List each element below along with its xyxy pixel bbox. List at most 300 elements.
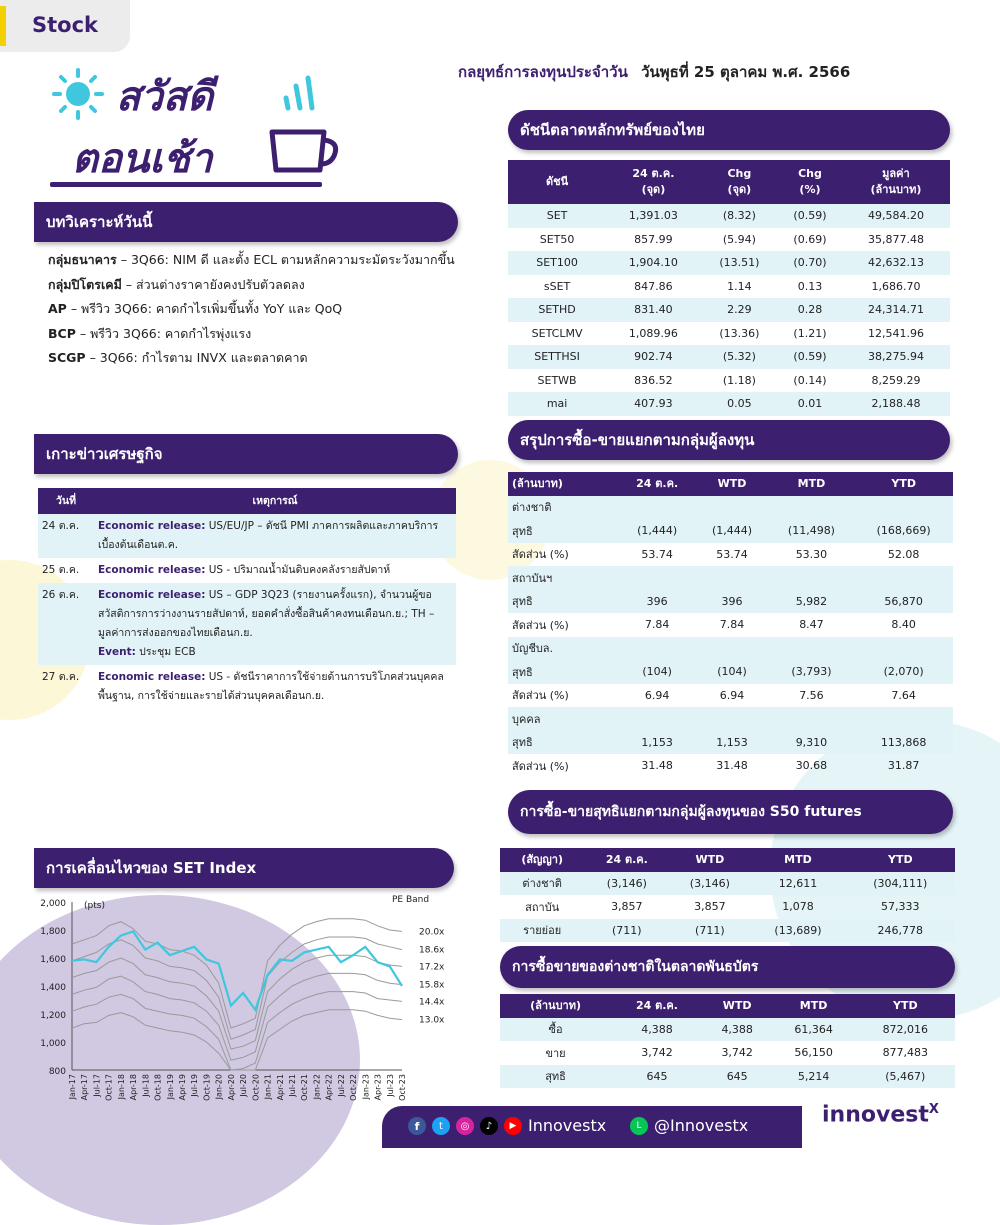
chart-pe-band-line <box>72 992 402 1070</box>
futures-header-row <box>500 848 955 872</box>
analysis-item-head: กลุ่มปิโตรเคมี <box>48 276 122 292</box>
futures-cell: (304,111) <box>846 872 955 896</box>
indices-cell: 0.13 <box>797 279 823 293</box>
investors-row <box>508 754 953 778</box>
investors-group-name: ต่างชาติ <box>508 496 619 520</box>
investors-cell: 396 <box>619 590 696 614</box>
indices-header <box>508 160 606 204</box>
investors-header: YTD <box>854 472 953 496</box>
indices-cell: 836.52 <box>634 373 673 387</box>
indices-cell: SETHD <box>508 298 606 322</box>
indices-title: ดัชนีตลาดหลักทรัพย์ของไทย <box>508 110 950 150</box>
bonds-cell: 5,214 <box>772 1065 856 1089</box>
indices-header <box>778 160 842 204</box>
bonds-cell: 645 <box>611 1065 703 1089</box>
chart-x-tick-label: Jan-23 <box>361 1074 371 1100</box>
indices-cell: 0.01 <box>778 392 842 416</box>
investors-cell: (104) <box>619 660 696 684</box>
investors-cell: 5,982 <box>769 590 855 614</box>
investors-cell: สัดส่วน (%) <box>512 759 569 773</box>
chart-x-tick-label: Oct-20 <box>251 1074 261 1101</box>
investors-title: สรุปการซื้อ-ขายแยกตามกลุ่มผู้ลงทุน <box>508 420 950 460</box>
event-row <box>38 558 456 583</box>
investors-cell: สุทธิ <box>508 731 619 755</box>
chart-x-tick-label: Oct-18 <box>153 1074 163 1101</box>
events-col-event: เหตุการณ์ <box>94 488 456 514</box>
investors-cell: 396 <box>695 590 768 614</box>
indices-cell: 38,275.94 <box>842 345 950 369</box>
chart-x-tick-label: Apr-21 <box>275 1074 285 1101</box>
stock-tag <box>0 0 130 52</box>
bonds-cell: 4,388 <box>611 1018 703 1042</box>
event-day: 25 ต.ค. <box>42 564 80 576</box>
indices-cell: 1,686.70 <box>871 279 921 293</box>
bonds-cell: 56,150 <box>794 1046 833 1060</box>
indices-cell: 1.14 <box>727 279 752 293</box>
chart-pe-band-line <box>72 955 402 1049</box>
investors-cell: 9,310 <box>769 731 855 755</box>
analysis-item-text: – ส่วนต่างราคายังคงปรับตัวลดลง <box>121 276 305 292</box>
indices-cell: (1.21) <box>793 326 827 340</box>
investors-cell: สัดส่วน (%) <box>512 618 569 632</box>
chart-y-tick-label: 1,400 <box>40 983 66 993</box>
indices-table <box>508 160 950 416</box>
chart-x-tick-label: Jan-19 <box>165 1074 175 1100</box>
event-row <box>38 665 456 709</box>
events-title: เกาะข่าวเศรษฐกิจ <box>34 434 458 474</box>
futures-cell: 12,611 <box>750 872 845 896</box>
futures-cell: (711) <box>584 919 669 943</box>
indices-cell: 0.28 <box>778 298 842 322</box>
investors-cell: 31.48 <box>716 759 748 773</box>
investors-cell: (1,444) <box>619 519 696 543</box>
investors-header: WTD <box>695 472 768 496</box>
futures-cell: ต่างชาติ <box>500 872 584 896</box>
event-day: 26 ต.ค. <box>38 583 94 665</box>
indices-header <box>701 160 778 204</box>
investors-cell: 113,868 <box>854 731 953 755</box>
coffee-cup-icon <box>272 132 336 170</box>
investors-header-row <box>508 472 953 496</box>
event-desc: US – GDP 3Q23 (รายงานครั้งแรก), จำนวนผู้ขอสวัสดิการการว่างงานรายสัปดาห์, ยอดคำสั่งซื้อสินค้าคงทนเดือนก.ย.; TH – มูลค่าการส่งออกของไทยเดือนก.ย. <box>98 589 435 639</box>
futures-header: YTD <box>846 848 955 872</box>
chart-y-tick-label: 1,000 <box>40 1039 66 1049</box>
investors-cell: (3,793) <box>769 660 855 684</box>
investors-cell: 6.94 <box>719 688 745 702</box>
indices-row <box>508 275 950 299</box>
analysis-item-text: – 3Q66: NIM ดี และตั้ง ECL ตามหลักความระมัดระวังมากขึ้น <box>116 252 455 267</box>
futures-cell: 246,778 <box>846 919 955 943</box>
chart-x-tick-label: Apr-20 <box>226 1074 236 1101</box>
twitter-icon[interactable]: t <box>432 1117 450 1135</box>
bonds-cell: 4,388 <box>703 1018 772 1042</box>
bonds-header: 24 ต.ค. <box>611 994 703 1018</box>
investors-group-row <box>508 707 953 731</box>
indices-cell: 2.29 <box>701 298 778 322</box>
chart-x-tick-label: Apr-17 <box>80 1074 90 1101</box>
investors-cell: 53.74 <box>716 547 748 561</box>
events-col-day: วันที่ <box>38 488 94 514</box>
investors-group-name: บัญชีบล. <box>508 637 619 661</box>
investors-cell: (168,669) <box>854 519 953 543</box>
indices-cell: 42,632.13 <box>842 251 950 275</box>
investors-cell: 7.84 <box>644 618 670 632</box>
indices-header <box>606 160 701 204</box>
event-desc: US - ปริมาณน้ำมันดิบคงคลังรายสัปดาห์ <box>205 564 391 576</box>
investors-group-name: บุคคล <box>508 707 619 731</box>
event-extra-label: Event: <box>98 646 136 658</box>
indices-cell: SET50 <box>539 232 575 246</box>
investors-row <box>508 660 953 684</box>
investors-cell: 6.94 <box>644 688 670 702</box>
indices-cell: (0.69) <box>793 232 827 246</box>
investors-group-row <box>508 566 953 590</box>
chart-x-tick-label: Apr-18 <box>129 1074 139 1101</box>
indices-cell: (8.32) <box>701 204 778 228</box>
stock-tag-label: Stock <box>32 13 99 37</box>
investors-row <box>508 519 953 543</box>
bonds-cell: 872,016 <box>856 1018 955 1042</box>
indices-cell: SET <box>508 204 606 228</box>
instagram-icon[interactable]: ◎ <box>456 1117 474 1135</box>
indices-cell: (13.51) <box>701 251 778 275</box>
greeting-logo <box>50 64 340 192</box>
indices-cell: 902.74 <box>606 345 701 369</box>
chart-y-tick-label: 1,600 <box>40 955 66 965</box>
analysis-item <box>48 322 455 347</box>
chart-x-tick-label: Oct-23 <box>398 1074 407 1101</box>
investors-group-blank <box>854 707 953 731</box>
investors-cell: 31.87 <box>887 759 920 773</box>
chart-x-tick-label: Jul-19 <box>190 1074 200 1097</box>
analysis-list <box>48 248 455 371</box>
indices-cell: 2,188.48 <box>842 392 950 416</box>
investors-header: (ล้านบาท) <box>508 472 619 496</box>
indices-cell: SETCLMV <box>531 326 583 340</box>
investors-cell: 56,870 <box>854 590 953 614</box>
investors-cell: 53.30 <box>795 547 828 561</box>
investors-cell: (11,498) <box>769 519 855 543</box>
futures-cell: รายย่อย <box>500 919 584 943</box>
set-index-chart <box>0 890 460 1120</box>
analysis-item-head: AP <box>48 301 67 316</box>
investors-group-blank <box>769 566 855 590</box>
event-text <box>94 514 456 558</box>
event-day: 27 ต.ค. <box>42 671 80 683</box>
social-bar <box>382 1106 802 1148</box>
indices-cell: 407.93 <box>606 392 701 416</box>
bonds-header: MTD <box>772 994 856 1018</box>
chart-x-tick-label: Jan-22 <box>312 1074 322 1100</box>
chart-section-title: การเคลื่อนไหวของ SET Index <box>34 848 454 888</box>
event-row <box>38 514 456 558</box>
investors-group-blank <box>619 637 696 661</box>
chart-x-tick-label: Jul-18 <box>141 1074 151 1097</box>
investors-group-blank <box>619 566 696 590</box>
chart-x-tick-label: Oct-21 <box>300 1074 310 1101</box>
brand-sup: X <box>928 1102 939 1117</box>
analysis-title: บทวิเคราะห์วันนี้ <box>34 202 458 242</box>
bonds-title: การซื้อขายของต่างชาติในตลาดพันธบัตร <box>500 946 955 988</box>
futures-cell: (711) <box>669 919 750 943</box>
event-desc: US - ดัชนีราคาการใช้จ่ายด้านการบริโภคส่วนบุคคลพื้นฐาน, การใช้จ่ายและรายได้ส่วนบุคคลเดือนก.ย. <box>98 671 444 702</box>
chart-x-tick-label: Jul-22 <box>336 1074 346 1097</box>
indices-row <box>508 298 950 322</box>
investors-cell: (2,070) <box>854 660 953 684</box>
futures-row <box>500 895 955 919</box>
chart-series-line <box>72 931 402 1009</box>
indices-cell: (0.70) <box>778 251 842 275</box>
investors-header: 24 ต.ค. <box>619 472 696 496</box>
investors-cell: สัดส่วน (%) <box>512 689 569 703</box>
futures-cell: 3,857 <box>694 900 726 914</box>
indices-header <box>842 160 950 204</box>
bonds-cell: 645 <box>703 1065 772 1089</box>
futures-row <box>500 872 955 896</box>
event-text <box>94 583 456 665</box>
investors-header: MTD <box>769 472 855 496</box>
indices-header-line: Chg <box>727 167 752 180</box>
indices-cell: 1,391.03 <box>606 204 701 228</box>
investors-cell: 7.84 <box>719 618 745 632</box>
futures-cell: 57,333 <box>881 900 920 914</box>
indices-cell: (0.14) <box>793 373 827 387</box>
event-label: Economic release: <box>98 520 206 532</box>
social-handle-main[interactable]: Innovestx <box>528 1116 607 1135</box>
investors-cell: สัดส่วน (%) <box>512 548 569 562</box>
bonds-cell: สุทธิ <box>500 1065 611 1089</box>
indices-cell: (0.59) <box>778 345 842 369</box>
bonds-header-row <box>500 994 955 1018</box>
bonds-cell: ซื้อ <box>500 1018 611 1042</box>
futures-cell: (3,146) <box>669 872 750 896</box>
investors-group-row <box>508 637 953 661</box>
indices-cell: 24,314.71 <box>842 298 950 322</box>
investors-group-blank <box>695 707 768 731</box>
analysis-item <box>48 273 455 298</box>
event-label: Economic release: <box>98 671 206 683</box>
investors-cell: (1,444) <box>695 519 768 543</box>
analysis-item <box>48 248 455 273</box>
bonds-cell: (5,467) <box>856 1065 955 1089</box>
investors-group-blank <box>769 496 855 520</box>
brand-name: innovest <box>822 1102 929 1128</box>
indices-header-line: (ล้านบาท) <box>870 183 922 196</box>
analysis-item <box>48 346 455 371</box>
investors-cell: 7.56 <box>799 688 824 702</box>
investors-cell: 7.64 <box>891 688 916 702</box>
indices-cell: 1,904.10 <box>606 251 701 275</box>
chart-x-tick-label: Apr-19 <box>178 1074 187 1101</box>
chart-x-tick-label: Apr-23 <box>373 1074 383 1101</box>
stock-tag-accent <box>0 6 6 46</box>
indices-cell: 8,259.29 <box>871 373 921 387</box>
bonds-cell: 877,483 <box>882 1046 929 1060</box>
indices-cell: (5.32) <box>701 345 778 369</box>
indices-header-line: Chg <box>798 167 822 180</box>
indices-cell: 49,584.20 <box>842 204 950 228</box>
innovestx-logo <box>822 1102 939 1127</box>
investors-cell: 8.40 <box>891 618 916 632</box>
indices-cell: SETTHSI <box>508 345 606 369</box>
steam-icon <box>286 78 312 108</box>
analysis-item-text: – พรีวิว 3Q66: คาดกำไรเพิ่มขึ้นทั้ง YoY และ QoQ <box>66 301 343 316</box>
indices-cell: (0.59) <box>778 204 842 228</box>
indices-cell: 35,877.48 <box>867 232 924 246</box>
investors-row <box>508 613 953 637</box>
chart-pe-band-label: 20.0x <box>419 927 445 938</box>
futures-header: (สัญญา) <box>500 848 584 872</box>
bonds-header: (ล้านบาท) <box>500 994 611 1018</box>
investors-group-name: สถาบันฯ <box>508 566 619 590</box>
chart-y-tick-label: 2,000 <box>40 899 66 909</box>
analysis-item-head: SCGP <box>48 350 86 365</box>
futures-row <box>500 919 955 943</box>
indices-header-line: (จุด) <box>641 183 666 196</box>
investors-cell: สุทธิ <box>508 519 619 543</box>
analysis-item-text: – พรีวิว 3Q66: คาดกำไรพุ่งแรง <box>75 325 252 341</box>
investors-cell: สุทธิ <box>508 660 619 684</box>
indices-cell: 1,089.96 <box>628 326 678 340</box>
chart-x-tick-label: Oct-19 <box>202 1074 212 1101</box>
investors-row <box>508 684 953 708</box>
investors-group-blank <box>854 566 953 590</box>
bonds-row <box>500 1041 955 1065</box>
analysis-item-text: – 3Q66: กำไรตาม INVX และตลาดคาด <box>85 350 308 365</box>
investors-row <box>508 590 953 614</box>
investors-group-blank <box>854 496 953 520</box>
chart-pe-band-label: 13.0x <box>419 1015 445 1026</box>
indices-row <box>508 204 950 228</box>
investors-group-blank <box>769 637 855 661</box>
set-index-chart-svg <box>0 890 460 1120</box>
indices-cell: 857.99 <box>634 232 673 246</box>
chart-x-tick-label: Jul-20 <box>239 1074 249 1097</box>
chart-x-tick-label: Jan-20 <box>214 1074 224 1100</box>
indices-cell: (13.36) <box>719 326 760 340</box>
bonds-cell: ขาย <box>545 1046 566 1060</box>
bonds-cell: 3,742 <box>641 1046 673 1060</box>
indices-row <box>508 228 950 252</box>
chart-pe-band-label: 14.4x <box>419 997 445 1008</box>
greeting-line1: สวัสดี <box>116 74 214 120</box>
bonds-cell: 61,364 <box>772 1018 856 1042</box>
investors-group-blank <box>695 637 768 661</box>
indices-row <box>508 322 950 346</box>
youtube-icon[interactable]: ▶ <box>504 1117 522 1135</box>
futures-cell: สถาบัน <box>525 900 560 914</box>
chart-y-tick-label: 1,800 <box>40 927 66 937</box>
social-handle-line[interactable]: @Innovestx <box>654 1116 749 1135</box>
futures-header: 24 ต.ค. <box>584 848 669 872</box>
indices-row <box>508 392 950 416</box>
analysis-item <box>48 297 455 322</box>
indices-cell: sSET <box>543 279 571 293</box>
indices-header-line: 24 ต.ค. <box>632 167 675 180</box>
chart-x-tick-label: Jan-18 <box>116 1074 126 1100</box>
bonds-header: YTD <box>856 994 955 1018</box>
chart-x-tick-label: Oct-22 <box>349 1074 359 1101</box>
futures-cell: (3,146) <box>584 872 669 896</box>
event-text <box>94 558 456 583</box>
futures-header: MTD <box>750 848 845 872</box>
investors-cell: 31.48 <box>641 759 673 773</box>
investors-group-blank <box>619 496 696 520</box>
events-table <box>38 488 456 709</box>
futures-cell: 1,078 <box>782 900 814 914</box>
chart-pe-band-line <box>72 1010 402 1070</box>
indices-header-line: (%) <box>799 183 821 196</box>
futures-table <box>500 848 955 942</box>
investors-table <box>508 472 953 778</box>
line-icon[interactable]: L <box>630 1117 648 1135</box>
tiktok-icon[interactable]: ♪ <box>480 1117 498 1135</box>
indices-header-line: มูลค่า <box>882 167 910 180</box>
indices-cell: 12,541.96 <box>867 326 924 340</box>
facebook-icon[interactable]: f <box>408 1117 426 1135</box>
futures-cell: 3,857 <box>611 900 643 914</box>
chart-pe-band-line <box>72 937 402 1039</box>
indices-cell: SETWB <box>537 373 577 387</box>
event-row <box>38 583 456 665</box>
investors-group-blank <box>695 496 768 520</box>
investors-cell: 53.74 <box>641 547 673 561</box>
analysis-item-head: BCP <box>48 325 76 341</box>
futures-title: การซื้อ-ขายสุทธิแยกตามกลุ่มผู้ลงทุนของ S50 futures <box>508 790 953 834</box>
event-label: Economic release: <box>98 564 206 576</box>
investors-cell: 30.68 <box>795 759 828 773</box>
event-extra: ประชุม ECB <box>135 646 196 658</box>
investors-cell: 1,153 <box>695 731 768 755</box>
indices-row <box>508 251 950 275</box>
analysis-item-head: กลุ่มธนาคาร <box>48 252 117 267</box>
indices-row <box>508 345 950 369</box>
investors-cell: 52.08 <box>887 547 920 561</box>
investors-group-blank <box>769 707 855 731</box>
investors-row <box>508 731 953 755</box>
chart-x-tick-label: Jul-17 <box>92 1074 102 1097</box>
chart-pe-band-label: 18.6x <box>419 945 445 956</box>
indices-header-line: (จุด) <box>727 183 752 196</box>
chart-x-tick-label: Jan-17 <box>68 1074 77 1100</box>
strategy-title <box>458 60 850 84</box>
indices-cell: (5.94) <box>722 232 756 246</box>
investors-cell: 1,153 <box>619 731 696 755</box>
investors-group-blank <box>854 637 953 661</box>
indices-cell: 0.05 <box>701 392 778 416</box>
bonds-row <box>500 1065 955 1089</box>
event-day: 24 ต.ค. <box>38 514 94 558</box>
chart-x-tick-label: Oct-17 <box>104 1074 114 1101</box>
futures-cell: (13,689) <box>750 919 845 943</box>
indices-cell: mai <box>508 392 606 416</box>
greeting-line2: ตอนเช้า <box>72 136 213 182</box>
investors-group-blank <box>619 707 696 731</box>
indices-cell: (1.18) <box>722 373 756 387</box>
chart-x-tick-label: Jan-21 <box>263 1074 273 1100</box>
event-desc: US/EU/JP – ดัชนี PMI ภาคการผลิตและภาคบริการเบื้องต้นเดือนต.ค. <box>98 520 439 551</box>
indices-cell: 847.86 <box>634 279 673 293</box>
chart-x-tick-label: Apr-22 <box>324 1074 334 1101</box>
chart-pe-band-label: 17.2x <box>419 962 445 973</box>
indices-header-line: ดัชนี <box>546 175 569 188</box>
indices-header-row <box>508 160 950 204</box>
bonds-row <box>500 1018 955 1042</box>
chart-y-tick-label: 1,200 <box>40 1011 66 1021</box>
investors-row <box>508 543 953 567</box>
indices-cell: SET100 <box>508 251 606 275</box>
chart-y-label: (pts) <box>84 901 105 911</box>
